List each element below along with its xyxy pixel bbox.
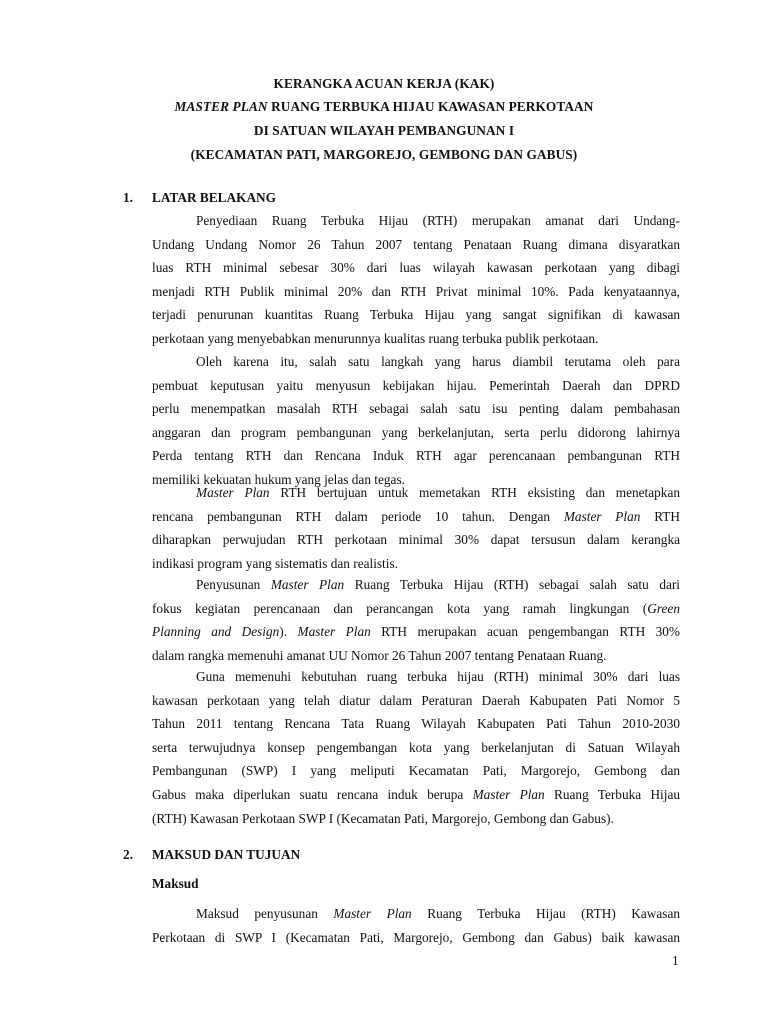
para-line: Penyusunan Master Plan Ruang Terbuka Hijau (RTH) sebagai salah satu dari <box>196 577 681 592</box>
para-line: Gabus maka diperlukan suatu rencana induk berupa Master Plan Ruang Terbuka Hijau <box>152 786 680 802</box>
section-title: MAKSUD DAN TUJUAN <box>152 847 301 862</box>
section-heading-2 <box>123 847 300 863</box>
para-line: Guna memenuhi kebutuhan ruang terbuka hijau (RTH) minimal 30% dari luas <box>196 669 680 684</box>
para-line: (RTH) Kawasan Perkotaan SWP I (Kecamatan Pati, Margorejo, Gembong dan Gabus). <box>152 810 614 826</box>
subsection-heading: Maksud <box>152 876 199 891</box>
para-line: terjadi penurunan kuantitas Ruang Terbuka Hijau yang sangat signifikan di kawasan <box>152 307 680 323</box>
doc-subtitle-3: (KECAMATAN PATI, MARGOREJO, GEMBONG DAN GABUS) <box>190 147 578 162</box>
para-line: menjadi RTH Publik minimal 20% dan RTH Privat minimal 10%. Pada kenyataannya, <box>152 283 680 299</box>
para-line: Penyediaan Ruang Terbuka Hijau (RTH) merupakan amanat dari Undang- <box>196 213 680 228</box>
paragraph-5 <box>152 665 680 830</box>
para-line: Perkotaan di SWP I (Kecamatan Pati, Margorejo, Gembong dan Gabus) baik kawasan <box>152 929 680 945</box>
section-heading-1 <box>123 190 276 206</box>
para-line: fokus kegiatan perencanaan dan perancangan kota yang ramah lingkungan (Green <box>152 600 680 616</box>
para-line: Tahun 2011 tentang Rencana Tata Ruang Wilayah Kabupaten Pati Tahun 2010-2030 <box>152 716 680 732</box>
paragraph-6 <box>152 902 680 949</box>
para-line: Oleh karena itu, salah satu langkah yang harus diambil terutama oleh para <box>196 354 680 369</box>
paragraph-3 <box>152 481 680 575</box>
para-line: Perda tentang RTH dan Rencana Induk RTH agar perencanaan pembangunan RTH <box>152 448 680 464</box>
para-line: rencana pembangunan RTH dalam periode 10 tahun. Dengan Master Plan RTH <box>152 508 681 524</box>
para-line: memiliki kekuatan hukum yang jelas dan tegas. <box>152 471 405 487</box>
section-title: LATAR BELAKANG <box>152 190 276 205</box>
para-line: perlu menempatkan masalah RTH sebagai salah satu isu penting dalam pembahasan <box>152 401 680 417</box>
title-italic: MASTER PLAN <box>174 99 268 114</box>
para-line: Maksud penyusunan Master Plan Ruang Terbuka Hijau (RTH) Kawasan <box>196 906 680 921</box>
para-line: pembuat keputusan yaitu menyusun kebijakan hijau. Pemerintah Daerah dan DPRD <box>152 377 680 393</box>
para-line: indikasi program yang sistematis dan realistis. <box>152 555 398 571</box>
para-line: Undang Undang Nomor 26 Tahun 2007 tentang Penataan Ruang dimana disyaratkan <box>152 236 680 252</box>
title-rest: RUANG TERBUKA HIJAU KAWASAN PERKOTAAN <box>267 99 594 114</box>
para-line: Master Plan RTH bertujuan untuk memetakan RTH eksisting dan menetapkan <box>196 485 680 500</box>
para-line: luas RTH minimal sebesar 30% dari luas wilayah kawasan perkotaan yang dibagi <box>152 260 680 276</box>
para-line: dalam rangka memenuhi amanat UU Nomor 26 Tahun 2007 tentang Penataan Ruang. <box>152 647 607 663</box>
para-line: anggaran dan program pembangunan yang berkelanjutan, serta perlu didorong lahirnya <box>152 424 680 440</box>
doc-subtitle <box>0 99 768 115</box>
paragraph-1 <box>152 209 680 351</box>
section-number: 1. <box>123 190 133 205</box>
para-line: Pembangunan (SWP) I yang meliputi Kecamatan Pati, Margorejo, Gembong dan <box>152 763 680 779</box>
para-line: perkotaan yang menyebabkan menurunnya kualitas ruang terbuka publik perkotaan. <box>152 330 599 346</box>
section-number: 2. <box>123 847 133 862</box>
page-number: 1 <box>672 953 679 968</box>
para-line: diharapkan perwujudan RTH perkotaan minimal 30% dapat tersusun dalam kerangka <box>152 532 680 548</box>
paragraph-4 <box>152 573 680 667</box>
para-line: kawasan perkotaan yang telah diatur dalam Peraturan Daerah Kabupaten Pati Nomor 5 <box>152 692 680 708</box>
para-line: Planning and Design). Master Plan RTH merupakan acuan pengembangan RTH 30% <box>152 624 680 640</box>
doc-title: KERANGKA ACUAN KERJA (KAK) <box>273 76 495 91</box>
paragraph-2 <box>152 350 680 492</box>
doc-subtitle-2: DI SATUAN WILAYAH PEMBANGUNAN I <box>253 123 515 138</box>
para-line: serta terwujudnya konsep pengembangan kota yang berkelanjutan di Satuan Wilayah <box>152 739 680 755</box>
